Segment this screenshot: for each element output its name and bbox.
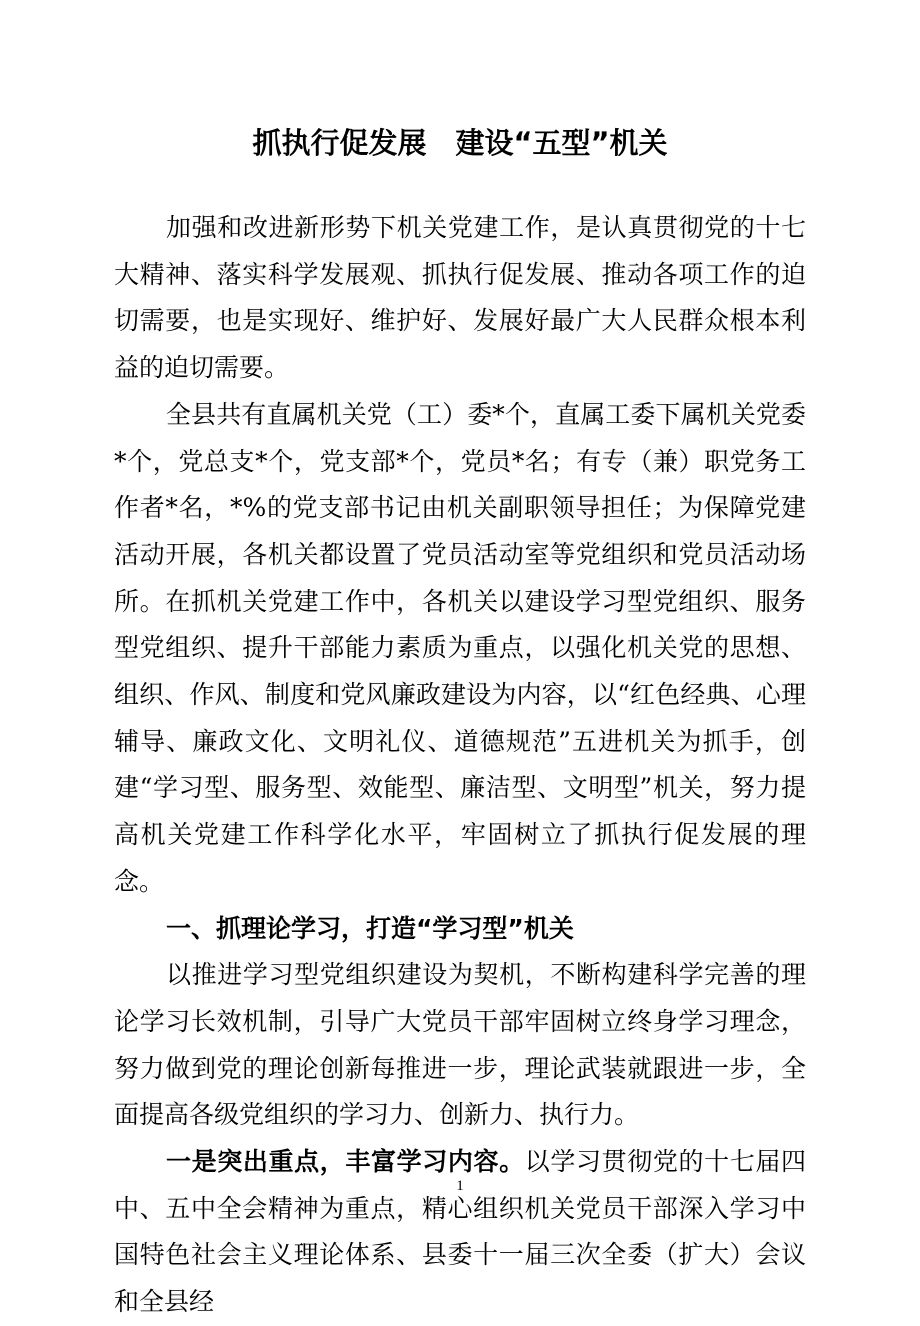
point-one-text: 以学习贯彻党的十七届四中、五中全会精神为重点，精心组织机关党员干部深入学习中国特色社会主义理论体系、县委十一届三次全委（扩大）会议和全县经: [114, 1147, 806, 1317]
overview-paragraph: 全县共有直属机关党（工）委*个，直属工委下属机关党委*个，党总支*个，党支部*个，党员*名；有专（兼）职党务工作者*名，*%的党支部书记由机关副职领导担任；为保障党建活动开展，各机关都设置了党员活动室等党组织和党员活动场所。在抓机关党建工作中，各机关以建设学习型党组织、服务型党组织、提升干部能力素质为重点，以强化机关党的思想、组织、作风、制度和党风廉政建设为内容，以“红色经典、心理辅导、廉政文化、文明礼仪、道德规范”五进机关为抓手，创建“学习型、服务型、效能型、廉洁型、文明型”机关，努力提高机关党建工作科学化水平，牢固树立了抓执行促发展的理念。: [114, 399, 806, 896]
point-one-lead: 一是突出重点，丰富学习内容。: [166, 1147, 525, 1177]
section-paragraph: 以推进学习型党组织建设为契机，不断构建科学完善的理论学习长效机制，引导广大党员干部牢固树立终身学习理念，努力做到党的理论创新每推进一步，理论武装就跟进一步，全面提高各级党组织的学习力、创新力、执行力。: [114, 960, 806, 1130]
intro-paragraph: 加强和改进新形势下机关党建工作，是认真贯彻党的十七大精神、落实科学发展观、抓执行促发展、推动各项工作的迫切需要，也是实现好、维护好、发展好最广大人民群众根本利益的迫切需要。: [114, 213, 806, 383]
document-title: 抓执行促发展 建设“五型”机关: [252, 126, 668, 160]
point-one-paragraph: [114, 1139, 806, 1326]
page-number: 1: [456, 1178, 464, 1194]
document-body: [114, 205, 806, 1326]
section-heading: 一、抓理论学习，打造“学习型”机关: [166, 913, 574, 943]
